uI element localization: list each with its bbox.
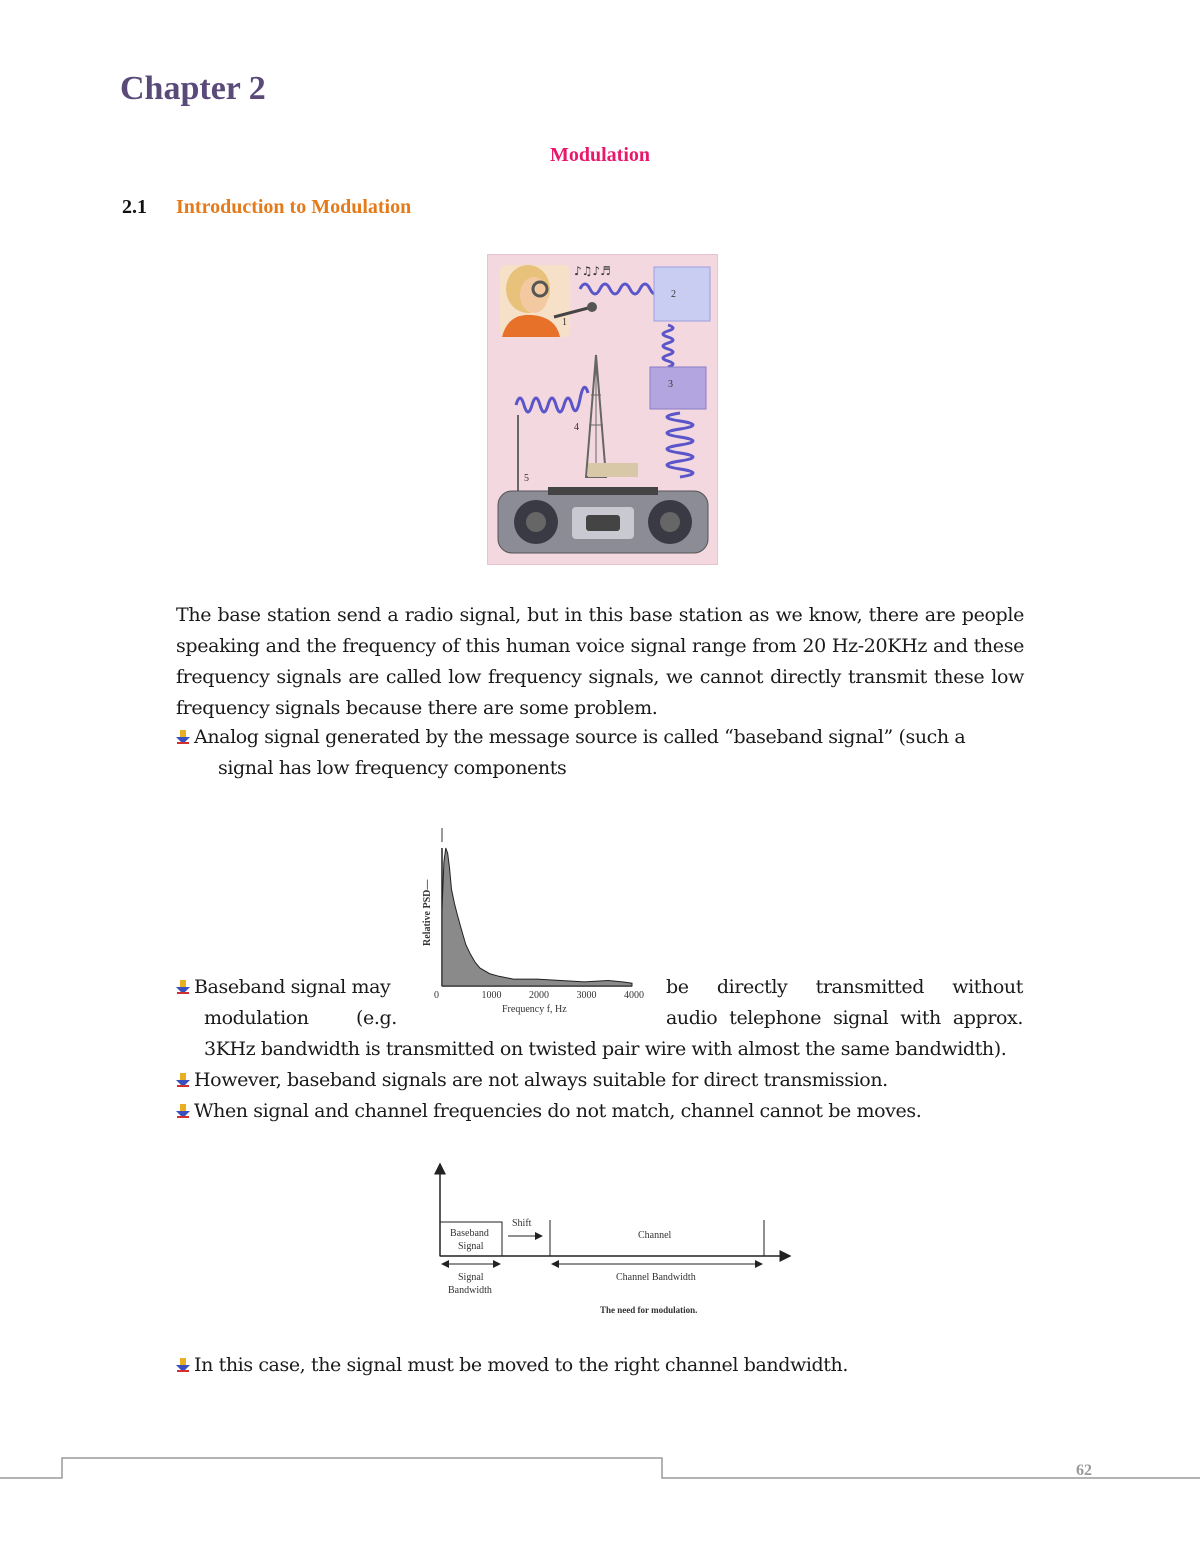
bullet-2-text-e: audio telephone signal with approx.: [666, 1007, 1023, 1029]
diagram-caption: The need for modulation.: [600, 1305, 698, 1315]
signal-bandwidth-1: Signal: [458, 1272, 484, 1283]
box-2: [654, 267, 710, 321]
page-number: 62: [1076, 1462, 1092, 1479]
psd-x-tick-label: 3000: [576, 990, 597, 1001]
label-2: 2: [671, 289, 676, 300]
arrow-bullet-icon: [176, 1104, 190, 1118]
bullet-2-line-3: 3KHz bandwidth is transmitted on twisted pair wire with almost the same bandwidth).: [204, 1038, 1007, 1060]
bullet-2-text-a: Baseband signal may: [194, 976, 391, 998]
bullet-5: [176, 1354, 848, 1376]
bullet-2-text-d: (e.g.: [356, 1007, 397, 1029]
psd-x-tick-label: 4000: [624, 990, 644, 1001]
label-5: 5: [524, 473, 529, 484]
svg-text:♪♫♪♬: ♪♫♪♬: [574, 264, 611, 278]
footer-rule: [0, 1450, 1200, 1490]
psd-x-tick-label: 0: [434, 990, 439, 1001]
psd-ylabel: Relative PSD—: [422, 879, 433, 946]
bullet-2-part-a: [176, 976, 390, 998]
radio-transmission-illustration: [487, 254, 718, 565]
arrow-bullet-icon: [176, 1358, 190, 1372]
radio-transmission-drawing: [488, 255, 717, 564]
channel-label: Channel: [638, 1230, 672, 1241]
modulation-need-diagram: [430, 1160, 800, 1320]
bullet-4: [176, 1100, 921, 1122]
section-title: Modulation: [549, 144, 651, 166]
psd-x-tick-label: 2000: [529, 990, 549, 1001]
psd-curve: [442, 848, 632, 986]
bullet-2-text-c: modulation: [204, 1007, 309, 1029]
bullet-1-line-1: Analog signal generated by the message source is called “baseband signal” (such a: [194, 726, 966, 748]
bullet-4-text: When signal and channel frequencies do not match, channel cannot be moves.: [194, 1100, 922, 1122]
baseband-label-1: Baseband: [450, 1228, 489, 1239]
subsection-number: 2.1: [122, 196, 147, 218]
chapter-title: Chapter 2: [120, 70, 266, 107]
arrow-bullet-icon: [176, 1073, 190, 1087]
subsection-title: Introduction to Modulation: [176, 196, 412, 218]
bullet-3: [176, 1069, 888, 1091]
arrow-bullet-icon: [176, 730, 190, 744]
bullet-1-line-2: signal has low frequency components: [218, 757, 567, 779]
bullet-1: [176, 726, 965, 748]
baseband-label-2: Signal: [458, 1241, 484, 1252]
psd-x-tick-label: 1000: [481, 990, 502, 1001]
signal-bandwidth-2: Bandwidth: [448, 1285, 492, 1296]
label-4: 4: [574, 422, 579, 433]
psd-chart: [412, 828, 652, 1018]
label-3: 3: [668, 379, 673, 390]
label-1: 1: [562, 317, 567, 328]
bullet-2-text-b: be directly transmitted without: [666, 976, 1023, 998]
arrow-bullet-icon: [176, 980, 190, 994]
psd-xlabel: Frequency f, Hz: [502, 1004, 567, 1015]
channel-bandwidth-label: Channel Bandwidth: [616, 1272, 696, 1283]
intro-paragraph: The base station send a radio signal, but in this base station as we know, there are people speaking and the frequency of this human voice signal range from 20 Hz-20KHz and these frequency signals are called low frequency signals, we cannot directly transmit these low frequency signals because there are some problem.: [176, 604, 1024, 719]
bullet-5-text: In this case, the signal must be moved to the right channel bandwidth.: [194, 1354, 848, 1376]
box-3: [650, 367, 706, 409]
shift-label: Shift: [512, 1218, 532, 1229]
bullet-3-text: However, baseband signals are not always suitable for direct transmission.: [194, 1069, 888, 1091]
